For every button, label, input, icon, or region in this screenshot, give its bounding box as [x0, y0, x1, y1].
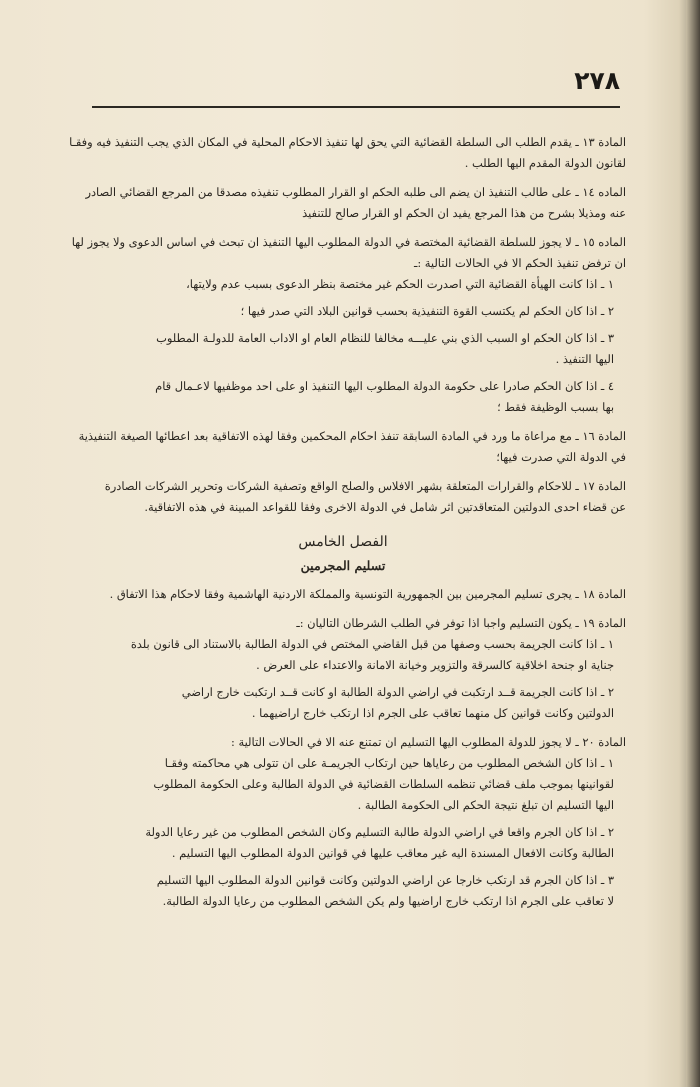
article-clause: [60, 682, 626, 724]
article-clause: [60, 376, 626, 418]
clause-line: ١ ـ اذا كانت الهيأة القضائية التي اصدرت الحكم غير مختصة بنظر الدعوى بسبب عدم ولايتها،: [186, 277, 614, 291]
clause-line: ٢ ـ اذا كان الجرم واقعا في اراضي الدولة طالبة التسليم وكان الشخص المطلوب من غير رعايا الدولة: [145, 825, 614, 839]
article-clause: [60, 301, 626, 322]
page-binding-edge: [686, 0, 700, 1087]
clause-line: ٢ ـ اذا كانت الجريمة قــد ارتكبت في اراضي الدولة الطالبة او كانت قــد ارتكبت خارج اراضي: [181, 685, 614, 699]
clause-line: لا تعاقب على الجرم اذا ارتكب خارج اراضيها ولم يكن الشخص المطلوب من رعايا الدولة الطالبة.: [162, 894, 614, 908]
article-a16: [60, 426, 626, 468]
clause-line: اليها التنفيذ .: [555, 352, 614, 366]
article-clause: [60, 870, 626, 912]
article-a19: [60, 613, 626, 724]
article-line: المادة ١٩ ـ يكون التسليم واجبا اذا توفر في الطلب الشرطان التاليان :ـ: [296, 616, 626, 630]
clause-line: الطالبة وكانت الافعال المسندة اليه غير معاقب عليها في قوانين الدولة المطلوب اليها التسليم .: [171, 846, 614, 860]
clause-line: الدولتين وكانت قوانين كل منهما تعاقب على الجرم اذا ارتكب خارج اراضيهما .: [251, 706, 614, 720]
article-line: المادة ٢٠ ـ لا يجوز للدولة المطلوب اليها التسليم ان تمتنع عنه الا في الحالات التالية :: [231, 735, 626, 749]
article-clause: [60, 753, 626, 816]
chapter-title: الفصل الخامس: [298, 534, 388, 550]
article-clause: [60, 328, 626, 370]
article-a18: [60, 584, 626, 605]
clause-line: ١ ـ اذا كان الشخص المطلوب من رعاياها حين ارتكاب الجريمـة على ان تتولى هي محاكمته وفقـا: [164, 756, 614, 770]
articles-section-bottom: [60, 584, 626, 912]
article-line: عن قضاء احدى الدولتين المتعاقدتين اثر شامل في الدولة الاخرى وفقا للقواعد المبينة في هذه الاتفاقية.: [144, 500, 626, 514]
clause-line: اليها التسليم ان تبلغ نتيجة الحكم الى الحكومة الطالبة .: [357, 798, 614, 812]
clause-line: ٤ ـ اذا كان الحكم صادرا على حكومة الدولة المطلوب اليها التنفيذ او على احد موظفيها لاعـمال قام: [155, 379, 614, 393]
article-line: الماده ١٥ ـ لا يجوز للسلطة القضائية المختصة في الدولة المطلوب اليها التنفيذ ان تبحث في اساس الدعوى ولا يجوز لها: [71, 235, 626, 249]
article-line: ان ترفض تنفيذ الحكم الا في الحالات التالية :ـ: [413, 256, 626, 270]
articles-section-top: [60, 132, 626, 518]
article-clause: [60, 274, 626, 295]
header-rule: [92, 106, 620, 108]
clause-line: جناية او جنحة اخلاقية كالسرقة والتزوير وخيانة الامانة والاعتداء على العرض .: [256, 658, 614, 672]
article-line: المادة ١٨ ـ يجرى تسليم المجرمين بين الجمهورية التونسية والمملكة الاردنية الهاشمية وفقا لاحكام هذا الاتفاق .: [109, 587, 626, 601]
clause-line: ٢ ـ اذا كان الحكم لم يكتسب القوة التنفيذية بحسب قوانين البلاد التي صدر فيها ؛: [240, 304, 614, 318]
chapter-subtitle: تسليم المجرمين: [300, 558, 386, 573]
article-line: لقانون الدولة المقدم اليها الطلب .: [464, 156, 626, 170]
article-line: في الدولة التي صدرت فيها؛: [496, 450, 626, 464]
clause-line: ٣ ـ اذا كان الجرم قد ارتكب خارجا عن اراضي الدولتين وكانت قوانين الدولة المطلوب اليها التسليم: [156, 873, 614, 887]
article-line: الماده ١٤ ـ على طالب التنفيذ ان يضم الى طلبه الحكم او القرار المطلوب تنفيذه مصدقا من المرجع القضائي الصادر: [85, 185, 626, 199]
clause-line: ٣ ـ اذا كان الحكم او السبب الذي بني عليـــه مخالفا للنظام العام او الاداب العامة للدولـة المطلوب: [156, 331, 614, 345]
article-a13: [60, 132, 626, 174]
page-number: ٢٧٨: [574, 66, 620, 95]
article-a17: [60, 476, 626, 518]
clause-line: ١ ـ اذا كانت الجريمة بحسب وصفها من قبل القاضي المختص في الدولة الطالبة بالاستناد الى قانون بلدة: [130, 637, 614, 651]
clause-line: لقوانينها بموجب ملف قضائي تنظمه السلطات القضائية في الدولة الطالبة وعلى الحكومة المطلوب: [153, 777, 614, 791]
article-line: المادة ١٧ ـ للاحكام والقرارات المتعلقة بشهر الافلاس والصلح الواقع وتصفية الشركات وتحرير الشركات الصادرة: [104, 479, 626, 493]
article-line: المادة ١٦ ـ مع مراعاة ما ورد في المادة السابقة تنفذ احكام المحكمين وفقا لهذه الاتفاقية بعد اعطائها الصيغة التنفيذية: [78, 429, 626, 443]
article-a20: [60, 732, 626, 912]
article-a14: [60, 182, 626, 224]
clause-line: بها بسبب الوظيفة فقط ؛: [497, 400, 614, 414]
article-clause: [60, 634, 626, 676]
article-line: المادة ١٣ ـ يقدم الطلب الى السلطة القضائية التي يحق لها تنفيذ الاحكام المحلية في المكان الذي يجب التنفيذ فيه وفقـا: [69, 135, 626, 149]
article-a15: [60, 232, 626, 418]
article-line: عنه ومذيلا بشرح من هذا المرجع يفيد ان الحكم او القرار صالح للتنفيذ: [302, 206, 626, 220]
document-body: [60, 132, 626, 920]
article-clause: [60, 822, 626, 864]
